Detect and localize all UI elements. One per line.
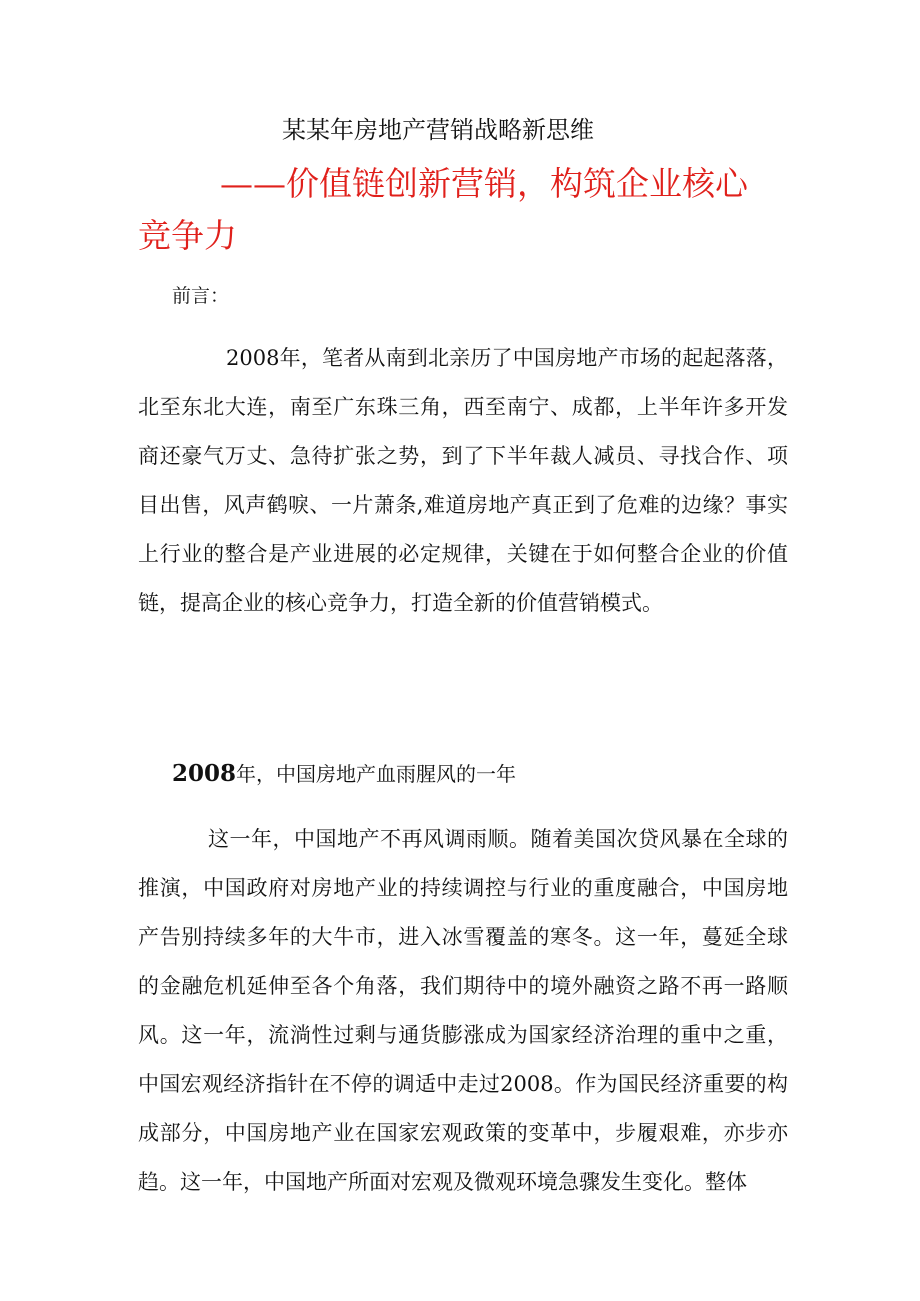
preface-paragraph: 2008年，笔者从南到北亲历了中国房地产市场的起起落落，北至东北大连，南至广东珠三角，西至南宁、成都，上半年许多开发商还豪气万丈、急待扩张之势，到了下半年裁人减员、寻找合作、项目出售，风声鹤唳、一片萧条,难道房地产真正到了危难的边缘？事实上行业的整合是产业进展的必定规律，关键在于如何整合企业的价值链，提高企业的核心竞争力，打造全新的价值营销模式。 [138, 346, 788, 615]
section-heading-text: 年，中国房地产血雨腥风的一年 [236, 762, 517, 786]
section-heading-year: 2008 [172, 760, 237, 787]
document-title: 某某年房地产营销战略新思维 [282, 116, 594, 144]
preface-label: 前言： [172, 285, 230, 307]
section-paragraph: 这一年，中国地产不再风调雨顺。随着美国次贷风暴在全球的推演，中国政府对房地产业的持续调控与行业的重度融合，中国房地产告别持续多年的大牛市，进入冰雪覆盖的寒冬。这一年，蔓延全球的金融危机延伸至各个角落，我们期待中的境外融资之路不再一路顺风。这一年，流淌性过剩与通货膨涨成为国家经济治理的重中之重，中国宏观经济指针在不停的调适中走过2008。作为国民经济重要的构成部分，中国房地产业在国家宏观政策的变革中，步履艰难，亦步亦趋。这一年，中国地产所面对宏观及微观环境急骤发生变化。整体 [138, 827, 788, 1194]
document-subtitle: ——价值链创新营销，构筑企业核心竞争力 [138, 164, 748, 255]
section-heading [172, 760, 516, 788]
